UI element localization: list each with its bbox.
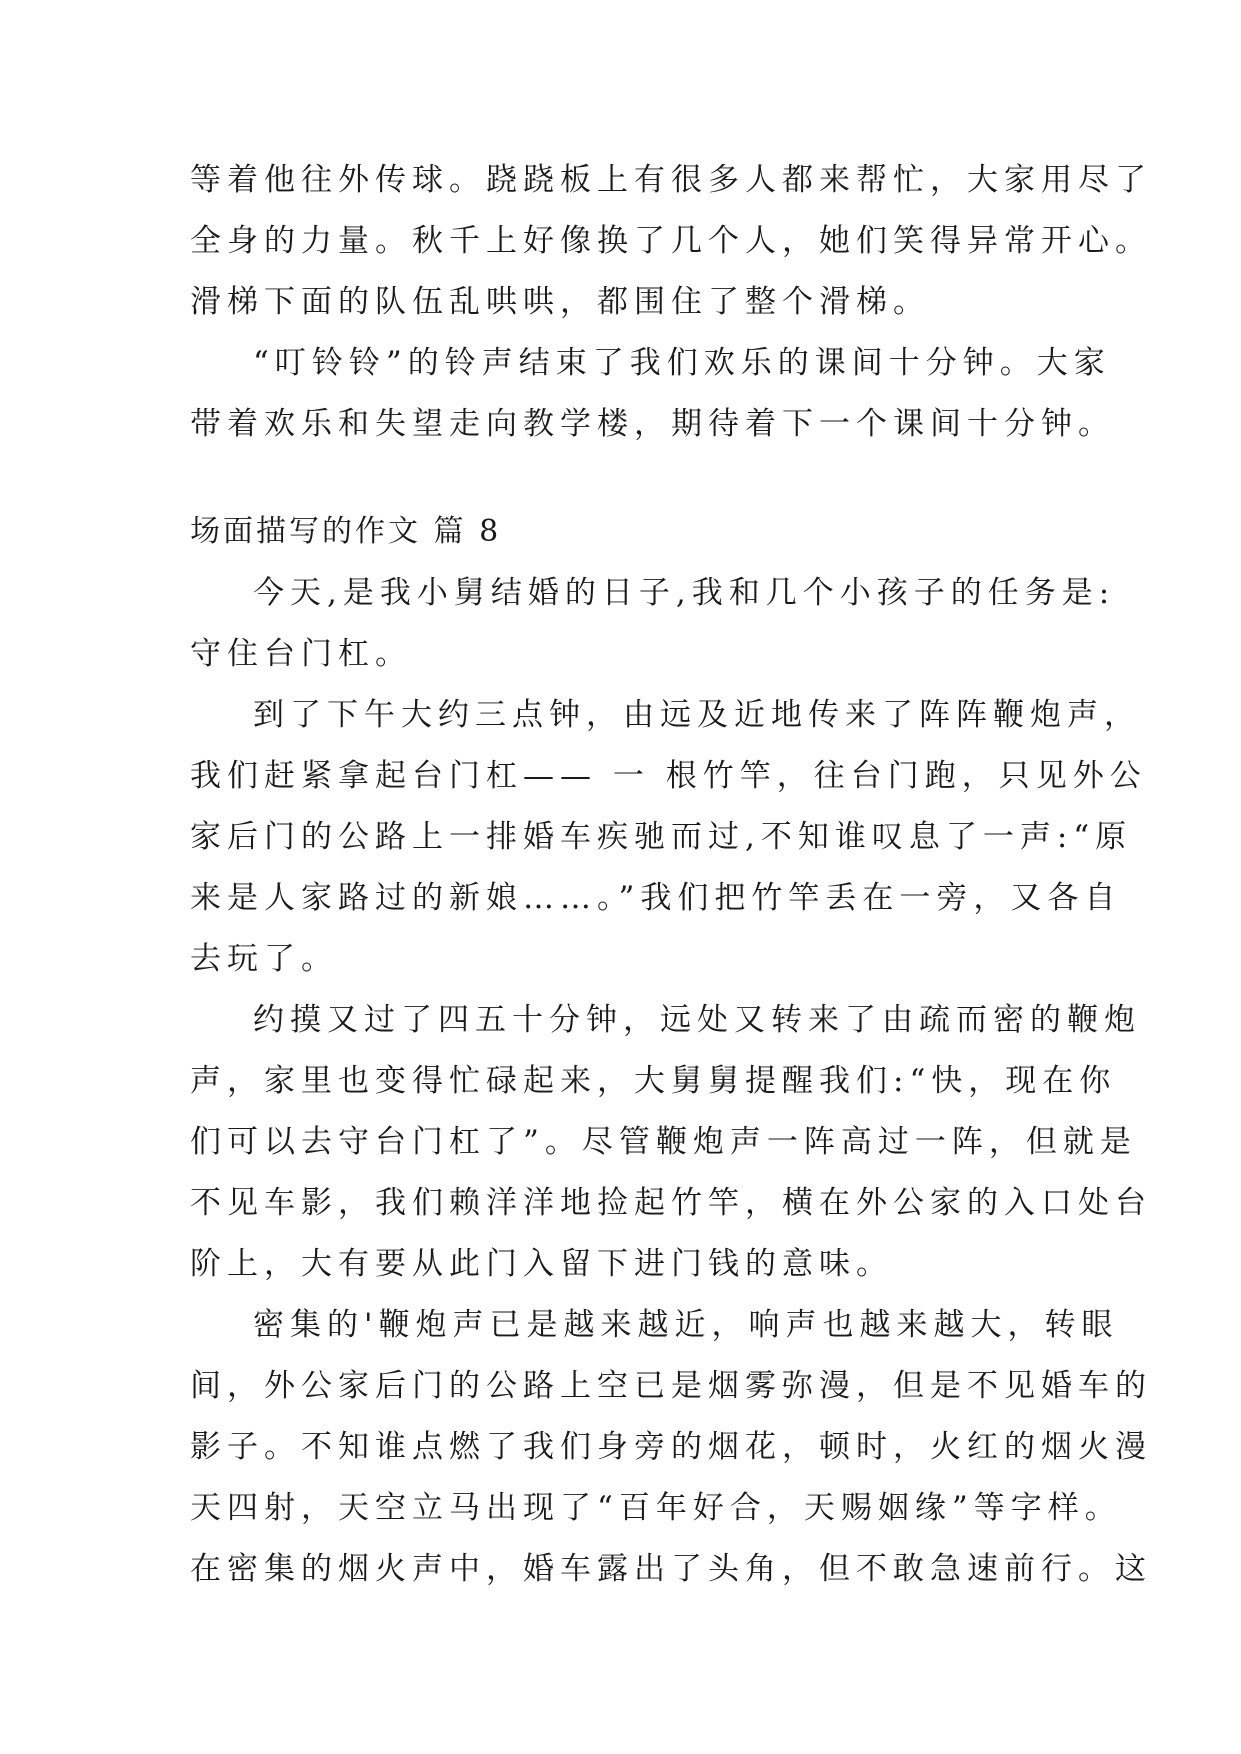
text-line: 滑梯下面的队伍乱哄哄，都围住了整个滑梯。 <box>190 284 930 320</box>
text-line: 到了下午大约三点钟，由远及近地传来了阵阵鞭炮声， <box>253 697 1141 733</box>
text-line: 带着欢乐和失望走向教学楼，期待着下一个课间十分钟。 <box>190 406 1115 442</box>
text-line: 等着他往外传球。跷跷板上有很多人都来帮忙，大家用尽了 <box>190 162 1152 198</box>
text-line: 去玩了。 <box>190 941 338 977</box>
text-line: 我们赶紧拿起台门杠—— 一 根竹竿，往台门跑，只见外公 <box>190 758 1147 794</box>
text-line: 不见车影，我们赖洋洋地捡起竹竿，横在外公家的入口处台 <box>190 1185 1152 1221</box>
text-line: 约摸又过了四五十分钟，远处又转来了由疏而密的鞭炮 <box>253 1002 1141 1038</box>
text-line: 天四射，天空立马出现了“百年好合，天赐姻缘”等字样。 <box>190 1490 1122 1526</box>
text-line: 间，外公家后门的公路上空已是烟雾弥漫，但是不见婚车的 <box>190 1368 1152 1404</box>
text-line: 密集的'鞭炮声已是越来越近，响声也越来越大，转眼 <box>253 1307 1119 1343</box>
text-line: 来是人家路过的新娘……。”我们把竹竿丢在一旁，又各自 <box>190 880 1122 916</box>
section-heading: 场面描写的作文 篇 8 <box>190 514 502 549</box>
text-line: 在密集的烟火声中，婚车露出了头角，但不敢急速前行。这 <box>190 1551 1152 1587</box>
text-line: 今天,是我小舅结婚的日子,我和几个小孩子的任务是: <box>253 575 1116 611</box>
text-line: 全身的力量。秋千上好像换了几个人，她们笑得异常开心。 <box>190 223 1152 259</box>
text-line: 守住台门杠。 <box>190 636 412 672</box>
text-line: 们可以去守台门杠了”。尽管鞭炮声一阵高过一阵，但就是 <box>190 1124 1137 1160</box>
text-line: “叮铃铃”的铃声结束了我们欢乐的课间十分钟。大家 <box>253 345 1111 381</box>
text-line: 影子。不知谁点燃了我们身旁的烟花，顿时，火红的烟火漫 <box>190 1429 1152 1465</box>
text-line: 家后门的公路上一排婚车疾驰而过,不知谁叹息了一声:“原 <box>190 819 1133 855</box>
text-line: 阶上，大有要从此门入留下进门钱的意味。 <box>190 1246 893 1282</box>
text-line: 声，家里也变得忙碌起来，大舅舅提醒我们:“快，现在你 <box>190 1063 1117 1099</box>
